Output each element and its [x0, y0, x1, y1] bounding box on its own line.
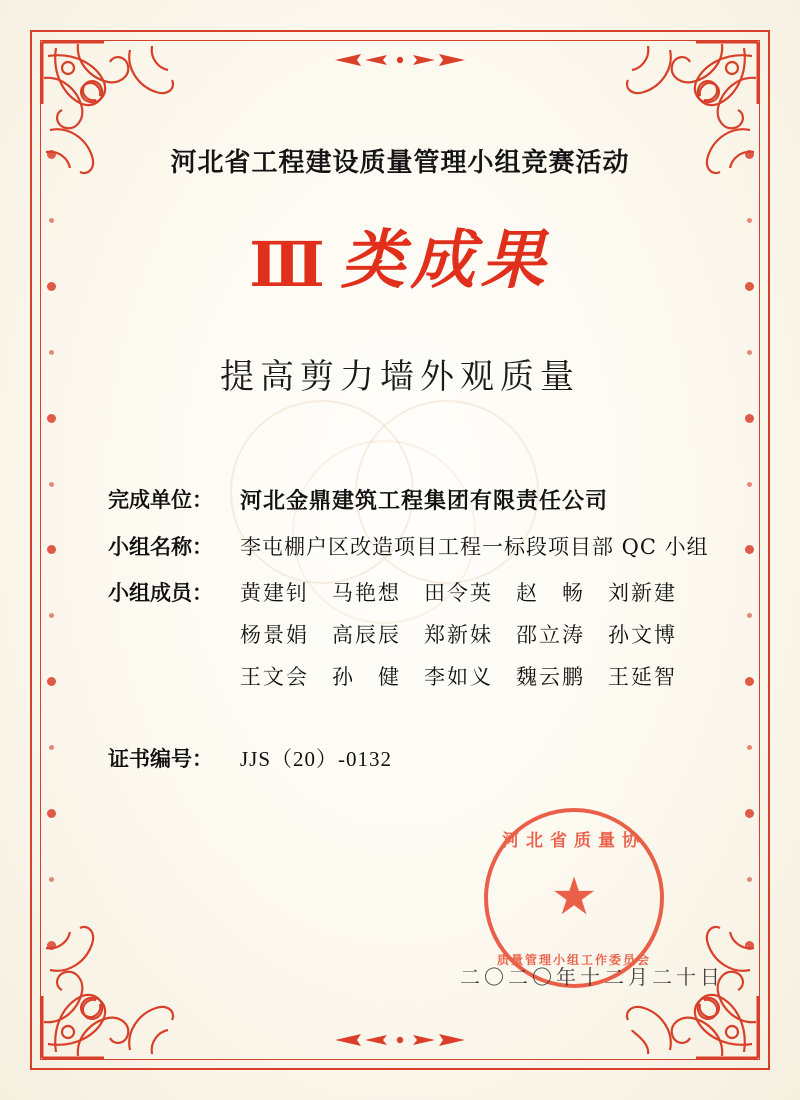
- field-row-unit: [108, 484, 730, 515]
- member-line: 王文会 孙 健 李如义 魏云鹏 王延智: [240, 665, 677, 689]
- organization-title: 河北省工程建设质量管理小组竞赛活动: [170, 147, 630, 177]
- project-title: 提高剪力墙外观质量: [220, 357, 580, 397]
- award-grade-label: 类成果: [340, 224, 551, 298]
- top-center-ornament: [335, 52, 465, 68]
- member-line: 黄建钊 马艳想 田令英 赵 畅 刘新建: [240, 581, 677, 605]
- seal-star-icon: ★: [550, 869, 598, 926]
- award-grade: [70, 224, 730, 300]
- certificate-number-value: JJS（20）-0132: [240, 747, 393, 771]
- bottom-center-ornament: [335, 1032, 465, 1048]
- field-row-team-name: [108, 531, 730, 561]
- seal-bottom-text: 质量管理小组工作委员会: [496, 953, 651, 967]
- seal-area: [442, 808, 742, 1008]
- certificate-number-row: [70, 743, 730, 773]
- certificate-number-label: 证书编号：: [108, 747, 213, 771]
- member-line: 杨景娟 高辰辰 郑新妹 邵立涛 孙文博: [240, 623, 677, 647]
- issue-date: 二〇二〇年十二月二十日: [460, 965, 724, 989]
- unit-label: 完成单位：: [108, 488, 213, 512]
- fields-block: [70, 484, 730, 691]
- left-bead-chain: [44, 150, 58, 950]
- right-bead-chain: [742, 150, 756, 950]
- award-grade-roman: Ⅲ: [249, 232, 327, 300]
- team-name-value: 李屯棚户区改造项目工程一标段项目部 QC 小组: [240, 535, 709, 559]
- unit-value: 河北金鼎建筑工程集团有限责任公司: [240, 489, 609, 514]
- members-value: [240, 577, 730, 691]
- seal-top-text: 河北省质量协: [502, 831, 646, 851]
- field-row-members: [108, 577, 730, 691]
- team-name-label: 小组名称：: [108, 535, 213, 559]
- members-label: 小组成员：: [108, 581, 213, 605]
